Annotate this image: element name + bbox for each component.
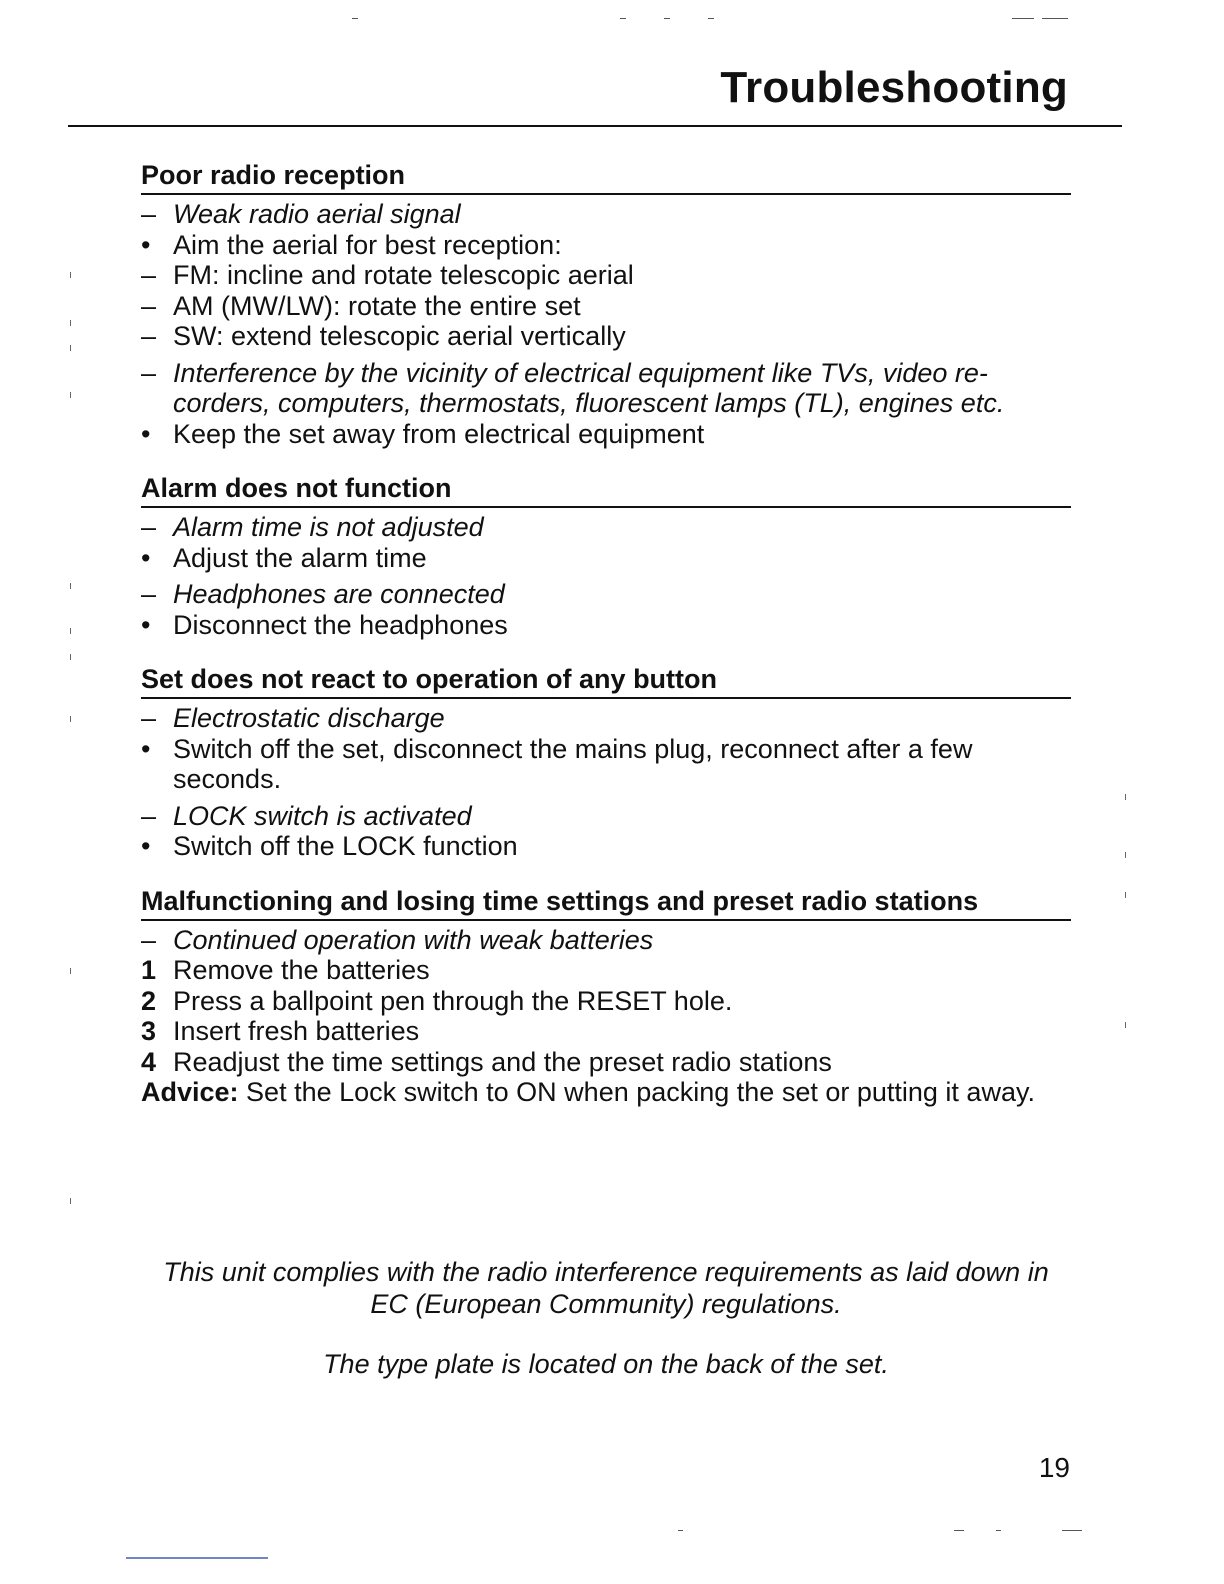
- cause-row: [141, 703, 1071, 734]
- type-plate-note: The type plate is located on the back of the set.: [323, 1349, 889, 1379]
- remedy-text: Keep the set away from electrical equipment: [173, 418, 705, 449]
- advice-note: [141, 1077, 1071, 1108]
- bullet-marker: •: [141, 733, 151, 764]
- bullet-marker: •: [141, 831, 151, 861]
- scan-mark: [70, 320, 71, 326]
- step-text: Press a ballpoint pen through the RESET hole.: [173, 985, 733, 1016]
- step-number: 4: [141, 1046, 157, 1077]
- scan-mark: [708, 18, 714, 19]
- section-alarm-does-not-function: [141, 471, 1071, 640]
- dash-marker: –: [141, 512, 157, 542]
- step-number: 2: [141, 985, 157, 1016]
- step-number: 3: [141, 1016, 157, 1046]
- scan-mark: [1125, 892, 1126, 898]
- numbered-step-row: [141, 986, 1071, 1017]
- cause-row: [141, 358, 1071, 419]
- remedy-text: Switch off the LOCK function: [173, 831, 518, 861]
- scan-mark: [1012, 18, 1034, 19]
- scan-mark: [70, 968, 71, 974]
- section-heading: Set does not react to operation of any button: [141, 662, 1071, 699]
- troubleshooting-content: [141, 158, 1071, 1130]
- scan-mark: [1042, 18, 1068, 19]
- scan-mark: [1125, 1022, 1126, 1028]
- title-rule: [68, 125, 1122, 127]
- scan-edge-line: [126, 1557, 268, 1559]
- remedy-row: [141, 419, 1071, 450]
- scan-mark: [70, 272, 71, 278]
- cause-row: [141, 801, 1071, 832]
- scan-mark: [352, 18, 358, 19]
- cause-row: [141, 925, 1071, 956]
- scan-mark: [678, 1530, 683, 1531]
- section-heading: Malfunctioning and losing time settings and preset radio stations: [141, 884, 1071, 921]
- remedy-text: Aim the aerial for best reception:: [173, 229, 562, 260]
- scan-mark: [620, 18, 626, 19]
- scan-mark: [954, 1530, 964, 1531]
- section-set-does-not-react: [141, 662, 1071, 862]
- dash-marker: –: [141, 199, 157, 229]
- step-text: AM (MW/LW): rotate the entire set: [173, 290, 581, 321]
- scan-mark: [70, 654, 71, 660]
- dash-marker: –: [141, 703, 157, 733]
- scan-mark: [70, 583, 71, 589]
- step-row: [141, 291, 1071, 322]
- remedy-text: Adjust the alarm time: [173, 542, 427, 573]
- scan-mark: [70, 392, 71, 398]
- cause-text: Interference by the vicinity of electrical equipment like TVs, video re-corders, computers, thermostats, fluorescent lamps (TL), engines etc.: [173, 357, 1005, 418]
- cause-text: Electrostatic discharge: [173, 703, 445, 733]
- cause-text: Continued operation with weak batteries: [173, 924, 654, 955]
- numbered-step-row: [141, 1047, 1071, 1078]
- remedy-text: Switch off the set, disconnect the mains plug, reconnect after a few seconds.: [173, 733, 973, 794]
- remedy-row: [141, 831, 1071, 862]
- numbered-step-row: [141, 1016, 1071, 1047]
- remedy-row: [141, 734, 1071, 795]
- cause-text: Weak radio aerial signal: [173, 199, 461, 229]
- scan-mark: [996, 1530, 1001, 1531]
- remedy-row: [141, 230, 1071, 261]
- step-number: 1: [141, 955, 157, 985]
- step-row: [141, 321, 1071, 352]
- step-text: Readjust the time settings and the preset radio stations: [173, 1046, 832, 1077]
- remedy-row: [141, 610, 1071, 641]
- numbered-step-row: [141, 955, 1071, 986]
- bullet-marker: •: [141, 609, 151, 640]
- scan-mark: [70, 628, 71, 634]
- step-text: FM: incline and rotate telescopic aerial: [173, 260, 634, 290]
- dash-marker: –: [141, 579, 157, 609]
- dash-marker: –: [141, 800, 157, 831]
- page-title: Troubleshooting: [720, 63, 1068, 112]
- step-row: [141, 260, 1071, 291]
- scan-mark: [70, 716, 71, 722]
- remedy-text: Disconnect the headphones: [173, 609, 508, 640]
- cause-text: Headphones are connected: [173, 579, 505, 609]
- cause-text: Alarm time is not adjusted: [173, 512, 484, 542]
- dash-marker: –: [141, 260, 157, 290]
- cause-row: [141, 512, 1071, 543]
- section-poor-radio-reception: [141, 158, 1071, 449]
- scan-mark: [664, 18, 670, 19]
- section-heading: Alarm does not function: [141, 471, 1071, 508]
- dash-marker: –: [141, 321, 157, 351]
- section-malfunctioning: [141, 884, 1071, 1108]
- scan-mark: [1125, 852, 1126, 858]
- cause-row: [141, 579, 1071, 610]
- advice-label: Advice:: [141, 1077, 239, 1107]
- advice-text: Set the Lock switch to ON when packing the set or putting it away.: [238, 1077, 1035, 1107]
- step-text: SW: extend telescopic aerial vertically: [173, 321, 626, 351]
- bullet-marker: •: [141, 542, 151, 573]
- bullet-marker: •: [141, 418, 151, 449]
- dash-marker: –: [141, 924, 157, 955]
- scan-mark: [1125, 794, 1126, 800]
- compliance-note: This unit complies with the radio interference requirements as laid down in EC (European Community) regulations.: [163, 1257, 1049, 1319]
- cause-row: [141, 199, 1071, 230]
- scan-mark: [70, 1198, 71, 1204]
- bullet-marker: •: [141, 229, 151, 260]
- scan-mark: [1062, 1530, 1082, 1531]
- scan-mark: [70, 345, 71, 351]
- step-text: Remove the batteries: [173, 955, 430, 985]
- remedy-row: [141, 543, 1071, 574]
- dash-marker: –: [141, 290, 157, 321]
- section-heading: Poor radio reception: [141, 158, 1071, 195]
- cause-text: LOCK switch is activated: [173, 800, 472, 831]
- page-number: 19: [1038, 1452, 1070, 1483]
- step-text: Insert fresh batteries: [173, 1016, 420, 1046]
- dash-marker: –: [141, 357, 157, 388]
